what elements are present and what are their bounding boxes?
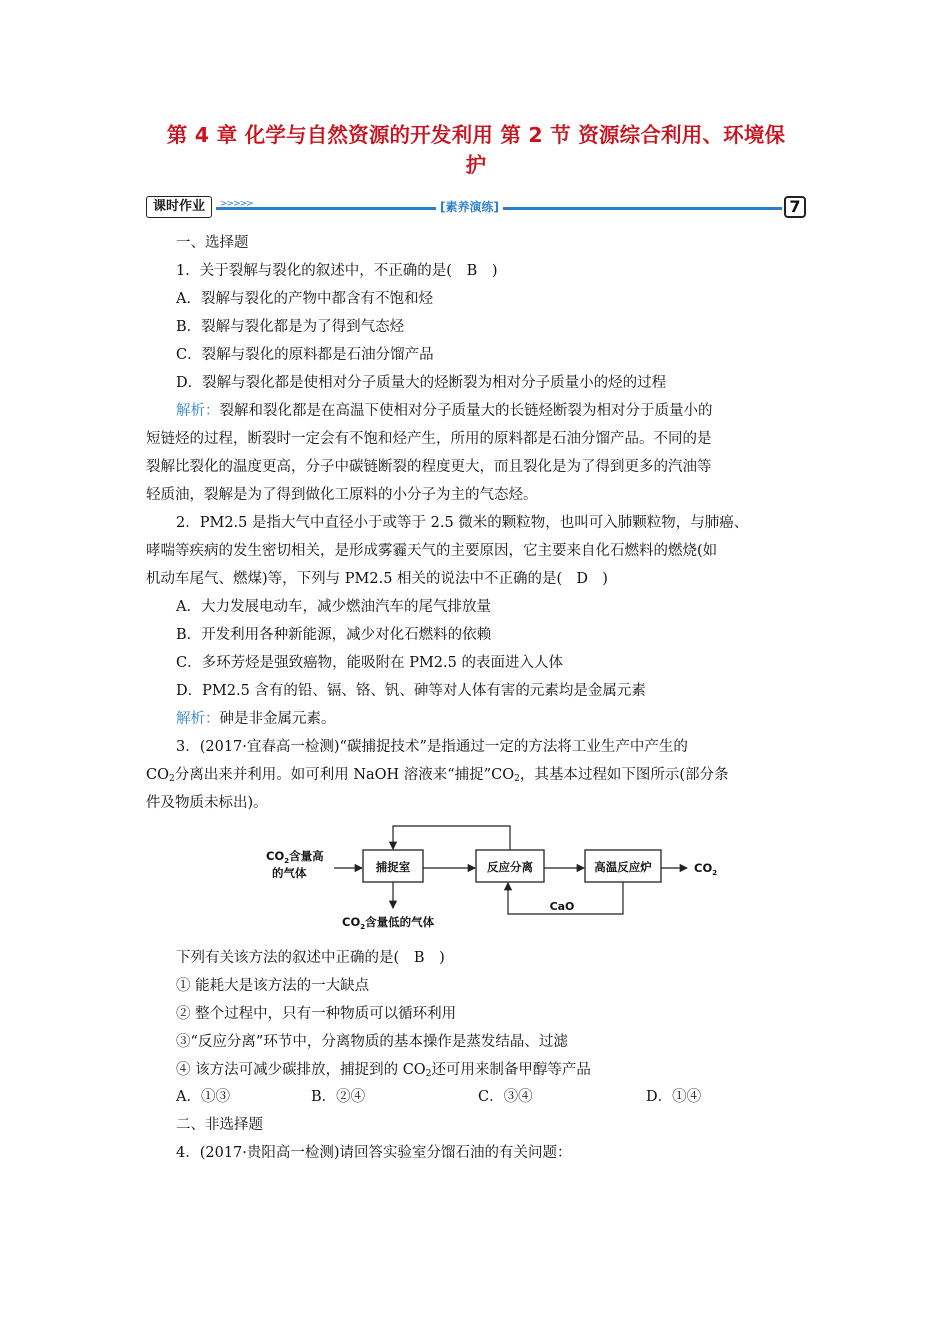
page-title: [140, 120, 812, 180]
diagram-input-label: $CO_2$含量高: [266, 849, 324, 865]
q2-analysis: 解析：砷是非金属元素。: [176, 711, 336, 727]
q3-stem-line: $CO_2$分离出来并利用。如可利用 NaOH 溶液来“捕捉$”CO_2$，其基本过程如下图所示(部分条: [146, 767, 729, 784]
banner-center-label: [素养演练]: [436, 198, 503, 216]
banner-number-badge: 7: [784, 196, 806, 218]
q1-option-b: B．裂解与裂化都是为了得到气态烃: [176, 319, 405, 335]
q3-stem-line: 3．(2017·宜春高一检测)“碳捕捉技术”是指通过一定的方法将工业生产中产生的: [176, 739, 688, 755]
q3-statement-2: ② 整个过程中，只有一种物质可以循环利用: [176, 1006, 457, 1022]
q3-choice-b: B．②④: [311, 1089, 366, 1105]
q1-analysis-line: 裂解比裂化的温度更高，分子中碳链断裂的程度更大，而且裂化是为了得到更多的汽油等: [146, 459, 712, 475]
q2-stem-line: 哮喘等疾病的发生密切相关，是形成雾霾天气的主要原因，它主要来自化石燃料的燃烧(如: [146, 543, 718, 559]
diagram-cao-label: CaO: [549, 900, 575, 913]
box-capture-label: 捕捉室: [375, 860, 411, 874]
diagram-output-label: $CO_2$: [694, 861, 718, 877]
q3-statement-1: ① 能耗大是该方法的一大缺点: [176, 978, 370, 994]
q1-option-a: A．裂解与裂化的产物中都含有不饱和烃: [176, 291, 433, 307]
banner-arrows: >>>>>: [220, 199, 253, 209]
q2-option-a: A．大力发展电动车，减少燃油汽车的尾气排放量: [176, 599, 491, 615]
diagram-low-gas-label: $CO_2$含量低的气体: [342, 915, 435, 931]
q1-analysis-line: 短链烃的过程，断裂时一定会有不饱和烃产生，所用的原料都是石油分馏产品。不同的是: [146, 431, 712, 447]
q2-option-d: D．PM2.5 含有的铅、镉、铬、钒、砷等对人体有害的元素均是金属元素: [176, 683, 646, 699]
q3-choice-a: A．①③: [176, 1089, 230, 1105]
q2-option-b: B．开发利用各种新能源，减少对化石燃料的依赖: [176, 627, 492, 643]
loop-reaction-to-capture: [393, 826, 510, 850]
box-furnace-label: 高温反应炉: [594, 860, 652, 874]
title-line-2: 护: [465, 153, 487, 177]
q2-answer: D: [576, 571, 589, 587]
q1-analysis-line: 解析：裂解和裂化都是在高温下使相对分子质量大的长链烃断裂为相对分于质量小的: [176, 403, 713, 419]
section-heading-choice: 一、选择题: [176, 235, 249, 251]
homework-banner: [146, 196, 808, 220]
q3-choice-c: C．③④: [478, 1089, 533, 1105]
title-line-1: 第 4 章 化学与自然资源的开发利用 第 2 节 资源综合利用、环境保: [166, 123, 786, 147]
q1-stem: 1．关于裂解与裂化的叙述中，不正确的是( B ): [176, 263, 498, 279]
q1-answer: B: [466, 263, 478, 279]
q2-stem-line: 机动车尾气、燃煤)等，下列与 PM2.5 相关的说法中不正确的是( D ): [146, 571, 608, 587]
q1-option-d: D．裂解与裂化都是使相对分子质量大的烃断裂为相对分子质量小的烃的过程: [176, 375, 667, 391]
q1-analysis-line: 轻质油，裂解是为了得到做化工原料的小分子为主的气态烃。: [146, 487, 538, 503]
q4-stem: 4．(2017·贵阳高一检测)请回答实验室分馏石油的有关问题：: [176, 1145, 572, 1161]
q3-stem-line: 件及物质未标出)。: [146, 795, 268, 811]
q2-option-c: C．多环芳烃是强致癌物，能吸附在 PM2.5 的表面进入人体: [176, 655, 563, 671]
carbon-capture-flow-diagram: [262, 822, 732, 934]
q3-choices: [176, 1087, 736, 1107]
q1-option-c: C．裂解与裂化的原料都是石油分馏产品: [176, 347, 434, 363]
q3-statement-4: ④ 该方法可减少碳排放，捕捉到的 $CO_2$还可用来制备甲醇等产品: [176, 1062, 591, 1079]
q3-statement-3: ③“反应分离”环节中，分离物质的基本操作是蒸发结晶、过滤: [176, 1034, 568, 1050]
q1-analysis-label: 解析：: [176, 403, 220, 419]
q2-analysis-label: 解析：: [176, 711, 220, 727]
q3-choice-d: D．①④: [646, 1089, 702, 1105]
section-heading-nonchoice: 二、非选择题: [176, 1117, 263, 1133]
banner-tag: 课时作业: [146, 196, 212, 218]
diagram-input-label-line2: 的气体: [272, 866, 307, 880]
q3-question: 下列有关该方法的叙述中正确的是( B ): [176, 950, 445, 966]
q2-stem-line: 2．PM2.5 是指大气中直径小于或等于 2.5 微米的颗粒物，也叫可入肺颗粒物，与肺癌、: [176, 515, 749, 531]
q3-answer: B: [413, 950, 425, 966]
box-reaction-label: 反应分离: [487, 860, 533, 874]
